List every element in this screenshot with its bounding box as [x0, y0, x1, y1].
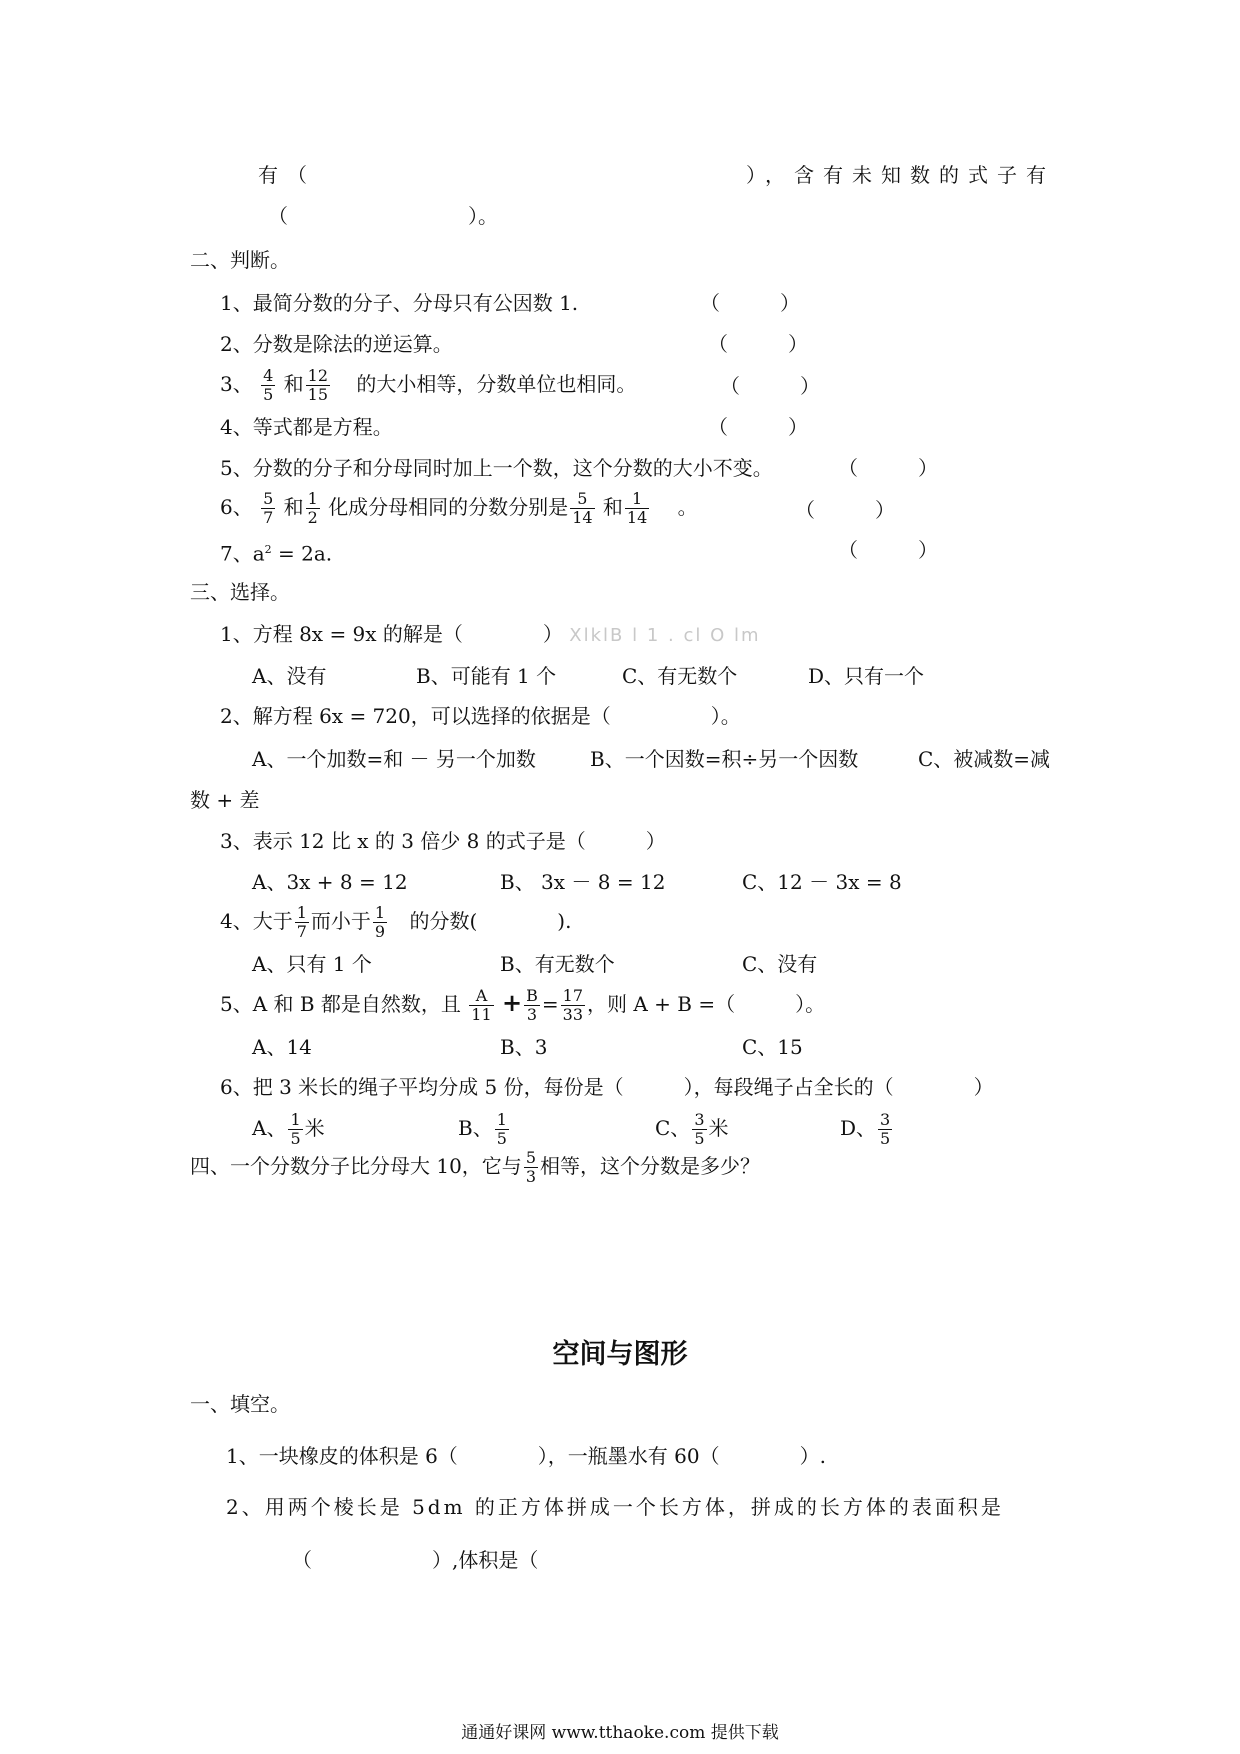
text: 。	[677, 495, 698, 519]
unit: 米	[708, 1116, 729, 1140]
judge-6	[220, 491, 698, 526]
fraction: $\frac{12}{15}$	[307, 366, 328, 404]
text: D、	[840, 1116, 877, 1140]
choice-1-opt-b: B、可能有 1 个	[416, 664, 557, 688]
fraction: $\frac{5}{14}$	[572, 489, 593, 527]
choice-6-opt-a	[252, 1112, 325, 1147]
superscript: 2	[264, 543, 272, 556]
equals-sign: =	[541, 992, 559, 1016]
text: 1、方程 8x = 9x 的解是（ ）	[220, 622, 563, 646]
text: 7、a	[220, 541, 265, 566]
choice-6: 6、把 3 米长的绳子平均分成 5 份，每份是（ ），每段绳子占全长的（ ）	[220, 1075, 994, 1099]
fill-question-2-continued: （ ）,体积是（	[292, 1548, 539, 1572]
judge-3	[220, 368, 636, 403]
choice-1-opt-a: A、没有	[252, 664, 327, 688]
judge-6-paren: （ ）	[795, 498, 895, 522]
judge-5-paren: （ ）	[838, 456, 938, 480]
text: 和	[283, 372, 304, 396]
unit: 米	[304, 1116, 325, 1140]
section-title: 空间与图形	[552, 1339, 688, 1370]
line-1	[258, 161, 1055, 189]
fraction: $\frac{1}{5}$	[496, 1110, 507, 1148]
judge-2: 2、分数是除法的逆运算。	[220, 332, 453, 356]
choice-5	[220, 988, 825, 1023]
judge-4: 4、等式都是方程。	[220, 415, 393, 439]
text: 化成分母相同的分数分别是	[328, 495, 569, 519]
text: 1、最简分数的分子、分母只有公因数 1.	[220, 291, 579, 315]
choice-3-opt-a: A、3x + 8 = 12	[252, 870, 408, 894]
text: 和	[283, 495, 304, 519]
choice-5-opt-c: C、15	[742, 1035, 803, 1059]
choice-5-opt-a: A、14	[252, 1035, 312, 1059]
judge-3-paren: （ ）	[720, 374, 820, 398]
text: 4、大于	[220, 909, 293, 933]
text: A、	[252, 1116, 287, 1140]
text: 和	[602, 495, 623, 519]
choice-6-opt-c	[655, 1112, 729, 1147]
text: B、	[458, 1116, 493, 1140]
text: = 2a.	[271, 541, 333, 566]
choice-2: 2、解方程 6x = 720，可以选择的依据是（ ）。	[220, 704, 741, 728]
text: 6、	[220, 495, 253, 519]
choice-3: 3、表示 12 比 x 的 3 倍少 8 的式子是（ ）	[220, 829, 666, 853]
fill-question-2: 2、用两个棱长是 5dm 的正方体拼成一个长方体，拼成的长方体的表面积是	[226, 1495, 1004, 1519]
choice-4-opt-b: B、有无数个	[500, 952, 615, 976]
section-3-heading: 三、选择。	[190, 580, 290, 604]
section-2-heading: 二、判断。	[190, 248, 290, 272]
text: C、	[655, 1116, 691, 1140]
choice-1-opt-c: C、有无数个	[622, 664, 738, 688]
choice-6-opt-d	[840, 1112, 894, 1147]
fraction: $\frac{5}{3}$	[525, 1148, 536, 1186]
text: 3、	[220, 372, 253, 396]
choice-4-opt-a: A、只有 1 个	[252, 952, 372, 976]
text: 四、一个分数分子比分母大 10，它与	[190, 1154, 522, 1178]
judge-7	[220, 536, 332, 568]
fraction: $\frac{B}{3}$	[526, 986, 538, 1024]
fraction: $\frac{1}{9}$	[374, 903, 386, 941]
judge-1-paren: （ ）	[700, 291, 800, 315]
judge-5: 5、分数的分子和分母同时加上一个数，这个分数的大小不变。	[220, 456, 773, 480]
fraction: $\frac{4}{5}$	[263, 366, 274, 404]
text: 有（	[258, 163, 316, 187]
page-footer: 通通好课网 www.tthaoke.com 提供下载	[461, 1723, 779, 1743]
choice-3-opt-c: C、12 － 3x = 8	[742, 870, 902, 894]
choice-4	[220, 905, 571, 940]
choice-4-opt-c: C、没有	[742, 952, 818, 976]
choice-2-opt-c: C、被减数=减	[918, 747, 1051, 771]
line-2: （ ）。	[268, 204, 498, 228]
text: 而小于	[310, 909, 371, 933]
fraction: $\frac{1}{5}$	[290, 1110, 301, 1148]
fraction: $\frac{1}{7}$	[296, 903, 307, 941]
fill-heading: 一、填空。	[190, 1392, 290, 1416]
fill-question-1: 1、一块橡皮的体积是 6（ ），一瓶墨水有 60（ ）.	[226, 1444, 826, 1468]
judge-4-paren: （ ）	[708, 415, 808, 439]
fraction: $\frac{A}{11}$	[471, 986, 492, 1024]
plus-sign: +	[502, 988, 523, 1017]
choice-5-opt-b: B、3	[500, 1035, 548, 1059]
text: ），含有未知数的式子有	[746, 163, 1055, 187]
text: 5、A 和 B 都是自然数，且	[220, 992, 461, 1016]
fraction: $\frac{1}{2}$	[307, 489, 318, 527]
section-4-question	[190, 1150, 760, 1185]
choice-1	[220, 620, 761, 650]
choice-1-opt-d: D、只有一个	[808, 664, 925, 688]
judge-2-paren: （ ）	[708, 332, 808, 356]
judge-7-paren: （ ）	[838, 538, 938, 562]
fraction: $\frac{1}{14}$	[626, 489, 648, 527]
fraction: $\frac{3}{5}$	[880, 1110, 891, 1148]
choice-6-opt-b	[458, 1112, 511, 1147]
choice-2-continued: 数 + 差	[190, 788, 260, 812]
text: 的大小相等，分数单位也相同。	[356, 372, 637, 396]
fraction: $\frac{5}{7}$	[263, 489, 274, 527]
text: 的分数( ).	[409, 909, 572, 933]
choice-3-opt-b: B、 3x － 8 = 12	[500, 870, 666, 894]
text: 相等，这个分数是多少？	[540, 1154, 760, 1178]
watermark: XlklB l 1 . cl O lm	[569, 625, 761, 646]
choice-2-opt-a: A、一个加数=和 － 另一个加数	[252, 747, 536, 771]
fraction: $\frac{17}{33}$	[562, 986, 584, 1024]
judge-1	[220, 289, 578, 317]
text: ，则 A + B =（ ）。	[587, 992, 826, 1016]
choice-2-opt-b: B、一个因数=积÷另一个因数	[590, 747, 859, 771]
fraction: $\frac{3}{5}$	[694, 1110, 705, 1148]
